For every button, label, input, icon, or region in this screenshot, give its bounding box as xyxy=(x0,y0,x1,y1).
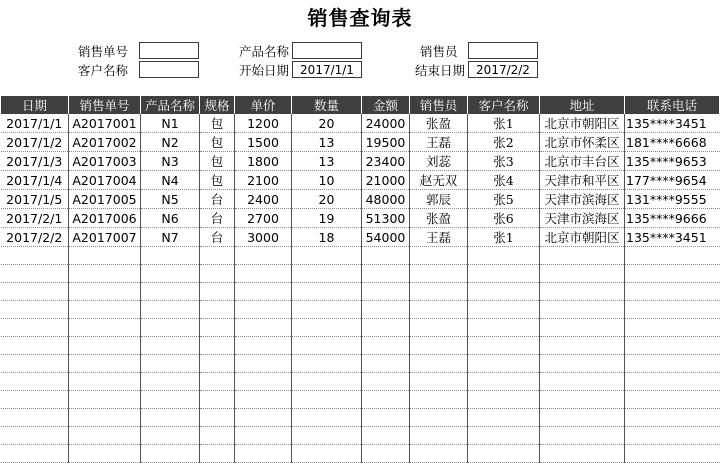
table-cell[interactable] xyxy=(410,391,468,409)
table-cell[interactable] xyxy=(410,265,468,283)
table-cell[interactable] xyxy=(292,319,362,337)
column-header: 产品名称 xyxy=(141,96,200,114)
table-cell[interactable] xyxy=(292,301,362,319)
table-cell[interactable] xyxy=(540,337,625,355)
table-cell[interactable]: 王磊 xyxy=(410,133,468,152)
table-cell[interactable] xyxy=(625,301,720,319)
table-cell[interactable] xyxy=(69,391,141,409)
table-cell[interactable] xyxy=(1,319,69,337)
table-cell[interactable]: 24000 xyxy=(362,114,410,133)
table-cell[interactable]: N2 xyxy=(141,133,200,152)
table-cell[interactable] xyxy=(1,301,69,319)
table-cell[interactable]: 2700 xyxy=(235,209,292,228)
table-cell[interactable]: N6 xyxy=(141,209,200,228)
table-cell[interactable] xyxy=(292,427,362,445)
table-cell[interactable] xyxy=(625,355,720,373)
column-header: 日期 xyxy=(1,96,69,114)
table-cell[interactable]: 赵无双 xyxy=(410,171,468,190)
table-row[interactable] xyxy=(1,209,720,228)
table-cell[interactable]: 1800 xyxy=(235,152,292,171)
table-cell[interactable] xyxy=(141,337,200,355)
table-cell[interactable] xyxy=(235,391,292,409)
empty-table-row[interactable] xyxy=(1,319,720,337)
table-cell[interactable] xyxy=(141,427,200,445)
table-header-row xyxy=(1,96,720,114)
table-cell[interactable] xyxy=(362,319,410,337)
table-cell[interactable]: 北京市朝阳区 xyxy=(540,114,625,133)
table-cell[interactable]: 张盈 xyxy=(410,114,468,133)
table-cell[interactable] xyxy=(625,337,720,355)
column-header: 联系电话 xyxy=(625,96,720,114)
table-cell[interactable]: 包 xyxy=(200,171,235,190)
table-row[interactable] xyxy=(1,190,720,209)
table-cell[interactable] xyxy=(200,355,235,373)
table-cell[interactable] xyxy=(410,283,468,301)
table-cell[interactable] xyxy=(235,319,292,337)
table-cell[interactable] xyxy=(468,283,540,301)
table-cell[interactable] xyxy=(362,247,410,265)
table-cell[interactable] xyxy=(625,445,720,463)
table-cell[interactable]: 18 xyxy=(292,228,362,247)
table-cell[interactable]: 张5 xyxy=(468,190,540,209)
table-cell[interactable]: 北京市朝阳区 xyxy=(540,228,625,247)
table-cell[interactable]: A2017005 xyxy=(69,190,141,209)
table-cell[interactable]: 2017/1/5 xyxy=(1,190,69,209)
table-cell[interactable]: 张4 xyxy=(468,171,540,190)
table-cell[interactable] xyxy=(362,283,410,301)
table-cell[interactable] xyxy=(1,445,69,463)
table-cell[interactable] xyxy=(410,445,468,463)
table-cell[interactable]: 2017/1/1 xyxy=(1,114,69,133)
table-cell[interactable] xyxy=(625,265,720,283)
table-cell[interactable] xyxy=(625,247,720,265)
table-cell[interactable]: 135****9666 xyxy=(625,209,720,228)
page-title: 销售查询表 xyxy=(307,6,413,30)
table-cell[interactable]: 2017/1/4 xyxy=(1,171,69,190)
table-cell[interactable] xyxy=(1,391,69,409)
table-cell[interactable] xyxy=(292,265,362,283)
table-cell[interactable] xyxy=(141,391,200,409)
table-cell[interactable]: 包 xyxy=(200,133,235,152)
table-cell[interactable] xyxy=(625,409,720,427)
table-cell[interactable] xyxy=(540,427,625,445)
table-cell[interactable]: A2017007 xyxy=(69,228,141,247)
table-cell[interactable]: 135****9653 xyxy=(625,152,720,171)
table-cell[interactable]: 台 xyxy=(200,209,235,228)
table-cell[interactable] xyxy=(200,301,235,319)
product-label: 产品名称 xyxy=(239,44,290,59)
table-cell[interactable]: 天津市滨海区 xyxy=(540,190,625,209)
table-cell[interactable]: 135****3451 xyxy=(625,228,720,247)
table-cell[interactable] xyxy=(410,355,468,373)
table-cell[interactable] xyxy=(540,283,625,301)
column-header: 销售员 xyxy=(410,96,468,114)
empty-table-row[interactable] xyxy=(1,265,720,283)
order-no-field[interactable] xyxy=(139,42,199,59)
empty-table-row[interactable] xyxy=(1,247,720,265)
empty-table-row[interactable] xyxy=(1,355,720,373)
table-cell[interactable] xyxy=(1,283,69,301)
column-header: 规格 xyxy=(200,96,235,114)
table-cell[interactable]: A2017003 xyxy=(69,152,141,171)
table-cell[interactable] xyxy=(292,373,362,391)
table-cell[interactable]: N3 xyxy=(141,152,200,171)
product-field[interactable] xyxy=(292,42,362,59)
empty-table-row[interactable] xyxy=(1,373,720,391)
table-cell[interactable]: A2017004 xyxy=(69,171,141,190)
table-cell[interactable] xyxy=(69,337,141,355)
table-cell[interactable]: 181****6668 xyxy=(625,133,720,152)
table-cell[interactable] xyxy=(625,391,720,409)
table-cell[interactable] xyxy=(1,373,69,391)
table-cell[interactable] xyxy=(410,319,468,337)
table-cell[interactable] xyxy=(235,247,292,265)
table-cell[interactable] xyxy=(1,427,69,445)
table-cell[interactable]: 郭辰 xyxy=(410,190,468,209)
table-cell[interactable] xyxy=(468,265,540,283)
table-cell[interactable] xyxy=(540,355,625,373)
table-cell[interactable] xyxy=(468,445,540,463)
table-cell[interactable] xyxy=(362,337,410,355)
table-cell[interactable] xyxy=(200,247,235,265)
table-cell[interactable] xyxy=(200,265,235,283)
table-cell[interactable] xyxy=(540,373,625,391)
table-cell[interactable]: N5 xyxy=(141,190,200,209)
sales-table xyxy=(0,96,720,463)
column-header: 客户名称 xyxy=(468,96,540,114)
table-cell[interactable]: 23400 xyxy=(362,152,410,171)
table-cell[interactable] xyxy=(141,301,200,319)
table-cell[interactable] xyxy=(1,355,69,373)
table-cell[interactable]: 台 xyxy=(200,228,235,247)
table-cell[interactable] xyxy=(540,391,625,409)
table-cell[interactable] xyxy=(292,355,362,373)
table-cell[interactable] xyxy=(468,337,540,355)
table-cell[interactable] xyxy=(362,265,410,283)
table-cell[interactable] xyxy=(362,301,410,319)
table-cell[interactable] xyxy=(1,409,69,427)
table-cell[interactable]: 19500 xyxy=(362,133,410,152)
table-cell[interactable] xyxy=(141,355,200,373)
table-cell[interactable] xyxy=(362,409,410,427)
start-date-label: 开始日期 xyxy=(239,63,290,78)
table-cell[interactable]: 2017/2/2 xyxy=(1,228,69,247)
table-cell[interactable] xyxy=(410,337,468,355)
table-cell[interactable]: 张6 xyxy=(468,209,540,228)
table-cell[interactable]: 51300 xyxy=(362,209,410,228)
table-cell[interactable]: 13 xyxy=(292,133,362,152)
table-cell[interactable] xyxy=(141,247,200,265)
table-cell[interactable]: 1500 xyxy=(235,133,292,152)
customer-label: 客户名称 xyxy=(78,63,129,78)
table-cell[interactable] xyxy=(540,409,625,427)
table-cell[interactable] xyxy=(69,409,141,427)
table-cell[interactable] xyxy=(540,319,625,337)
table-cell[interactable] xyxy=(200,337,235,355)
table-row[interactable] xyxy=(1,114,720,133)
table-cell[interactable] xyxy=(200,319,235,337)
table-cell[interactable]: 张1 xyxy=(468,114,540,133)
table-cell[interactable] xyxy=(292,445,362,463)
table-cell[interactable] xyxy=(362,427,410,445)
table-cell[interactable]: 北京市怀柔区 xyxy=(540,133,625,152)
table-cell[interactable] xyxy=(362,373,410,391)
table-cell[interactable]: 131****9555 xyxy=(625,190,720,209)
table-cell[interactable] xyxy=(200,427,235,445)
table-cell[interactable] xyxy=(200,409,235,427)
table-cell[interactable] xyxy=(69,265,141,283)
table-cell[interactable] xyxy=(235,301,292,319)
table-cell[interactable]: 天津市和平区 xyxy=(540,171,625,190)
table-cell[interactable] xyxy=(540,445,625,463)
column-header: 销售单号 xyxy=(69,96,141,114)
table-cell[interactable]: N4 xyxy=(141,171,200,190)
table-cell[interactable] xyxy=(468,301,540,319)
end-date-label: 结束日期 xyxy=(415,63,466,78)
table-cell[interactable] xyxy=(362,391,410,409)
table-cell[interactable]: 王磊 xyxy=(410,228,468,247)
table-cell[interactable] xyxy=(235,355,292,373)
table-cell[interactable] xyxy=(200,373,235,391)
table-cell[interactable]: 张3 xyxy=(468,152,540,171)
empty-table-row[interactable] xyxy=(1,445,720,463)
empty-table-row[interactable] xyxy=(1,301,720,319)
table-cell[interactable]: 2400 xyxy=(235,190,292,209)
table-cell[interactable]: N7 xyxy=(141,228,200,247)
table-cell[interactable] xyxy=(69,445,141,463)
table-cell[interactable] xyxy=(540,301,625,319)
table-cell[interactable] xyxy=(69,319,141,337)
column-header: 金额 xyxy=(362,96,410,114)
table-cell[interactable] xyxy=(1,337,69,355)
table-cell[interactable] xyxy=(235,427,292,445)
table-cell[interactable] xyxy=(200,391,235,409)
table-cell[interactable] xyxy=(292,283,362,301)
table-cell[interactable] xyxy=(468,247,540,265)
table-row[interactable] xyxy=(1,171,720,190)
table-cell[interactable]: 21000 xyxy=(362,171,410,190)
table-cell[interactable] xyxy=(410,427,468,445)
table-cell[interactable]: 20 xyxy=(292,190,362,209)
table-cell[interactable] xyxy=(292,247,362,265)
empty-table-row[interactable] xyxy=(1,283,720,301)
column-header: 数量 xyxy=(292,96,362,114)
table-cell[interactable]: 台 xyxy=(200,190,235,209)
table-cell[interactable]: 13 xyxy=(292,152,362,171)
table-cell[interactable]: 54000 xyxy=(362,228,410,247)
table-cell[interactable] xyxy=(410,409,468,427)
table-cell[interactable]: 刘蕊 xyxy=(410,152,468,171)
empty-table-row[interactable] xyxy=(1,337,720,355)
table-cell[interactable] xyxy=(540,265,625,283)
table-cell[interactable] xyxy=(468,355,540,373)
table-cell[interactable]: 20 xyxy=(292,114,362,133)
table-row[interactable] xyxy=(1,228,720,247)
table-cell[interactable] xyxy=(292,337,362,355)
table-cell[interactable]: A2017001 xyxy=(69,114,141,133)
table-cell[interactable]: 2100 xyxy=(235,171,292,190)
table-cell[interactable]: 19 xyxy=(292,209,362,228)
table-cell[interactable] xyxy=(141,319,200,337)
end-date-field[interactable]: 2017/2/2 xyxy=(468,61,538,78)
column-header: 地址 xyxy=(540,96,625,114)
table-cell[interactable]: 张2 xyxy=(468,133,540,152)
empty-table-row[interactable] xyxy=(1,391,720,409)
table-cell[interactable] xyxy=(235,373,292,391)
table-cell[interactable]: 2017/1/2 xyxy=(1,133,69,152)
table-cell[interactable] xyxy=(625,319,720,337)
table-cell[interactable] xyxy=(200,283,235,301)
table-cell[interactable] xyxy=(468,409,540,427)
table-cell[interactable]: 张盈 xyxy=(410,209,468,228)
order-no-label: 销售单号 xyxy=(78,44,129,59)
table-row[interactable] xyxy=(1,133,720,152)
table-cell[interactable]: 177****9654 xyxy=(625,171,720,190)
table-cell[interactable] xyxy=(235,445,292,463)
table-cell[interactable] xyxy=(292,409,362,427)
table-cell[interactable]: 48000 xyxy=(362,190,410,209)
table-cell[interactable]: 10 xyxy=(292,171,362,190)
table-cell[interactable] xyxy=(362,355,410,373)
column-header: 单价 xyxy=(235,96,292,114)
table-cell[interactable] xyxy=(69,427,141,445)
table-cell[interactable]: A2017006 xyxy=(69,209,141,228)
empty-table-row[interactable] xyxy=(1,427,720,445)
table-cell[interactable] xyxy=(69,247,141,265)
table-cell[interactable] xyxy=(69,373,141,391)
table-cell[interactable]: 2017/1/3 xyxy=(1,152,69,171)
table-cell[interactable] xyxy=(468,373,540,391)
table-cell[interactable] xyxy=(292,391,362,409)
table-cell[interactable]: 张1 xyxy=(468,228,540,247)
table-cell[interactable] xyxy=(69,301,141,319)
table-cell[interactable] xyxy=(410,247,468,265)
salesperson-field[interactable] xyxy=(468,42,538,59)
table-cell[interactable]: 2017/2/1 xyxy=(1,209,69,228)
table-cell[interactable]: N1 xyxy=(141,114,200,133)
table-cell[interactable] xyxy=(468,391,540,409)
start-date-field[interactable]: 2017/1/1 xyxy=(292,61,362,78)
table-cell[interactable] xyxy=(468,427,540,445)
table-cell[interactable]: 1200 xyxy=(235,114,292,133)
table-cell[interactable] xyxy=(625,373,720,391)
salesperson-label: 销售员 xyxy=(420,44,458,59)
table-cell[interactable] xyxy=(235,283,292,301)
table-cell[interactable] xyxy=(69,283,141,301)
table-cell[interactable] xyxy=(141,445,200,463)
customer-field[interactable] xyxy=(139,61,199,78)
table-cell[interactable]: 135****3451 xyxy=(625,114,720,133)
empty-table-row[interactable] xyxy=(1,409,720,427)
table-cell[interactable] xyxy=(69,355,141,373)
table-cell[interactable]: A2017002 xyxy=(69,133,141,152)
table-cell[interactable] xyxy=(625,283,720,301)
table-cell[interactable]: 天津市滨海区 xyxy=(540,209,625,228)
table-cell[interactable]: 北京市丰台区 xyxy=(540,152,625,171)
table-cell[interactable] xyxy=(141,409,200,427)
table-cell[interactable] xyxy=(362,445,410,463)
table-cell[interactable] xyxy=(625,427,720,445)
table-cell[interactable] xyxy=(141,283,200,301)
table-cell[interactable]: 包 xyxy=(200,152,235,171)
table-cell[interactable] xyxy=(468,319,540,337)
table-cell[interactable] xyxy=(141,265,200,283)
table-cell[interactable]: 3000 xyxy=(235,228,292,247)
table-cell[interactable] xyxy=(235,337,292,355)
table-cell[interactable] xyxy=(1,265,69,283)
table-cell[interactable] xyxy=(410,373,468,391)
table-cell[interactable] xyxy=(235,265,292,283)
table-cell[interactable] xyxy=(410,301,468,319)
table-row[interactable] xyxy=(1,152,720,171)
table-cell[interactable] xyxy=(540,247,625,265)
table-cell[interactable] xyxy=(141,373,200,391)
table-cell[interactable] xyxy=(1,247,69,265)
table-cell[interactable] xyxy=(200,445,235,463)
table-cell[interactable] xyxy=(235,409,292,427)
table-cell[interactable]: 包 xyxy=(200,114,235,133)
